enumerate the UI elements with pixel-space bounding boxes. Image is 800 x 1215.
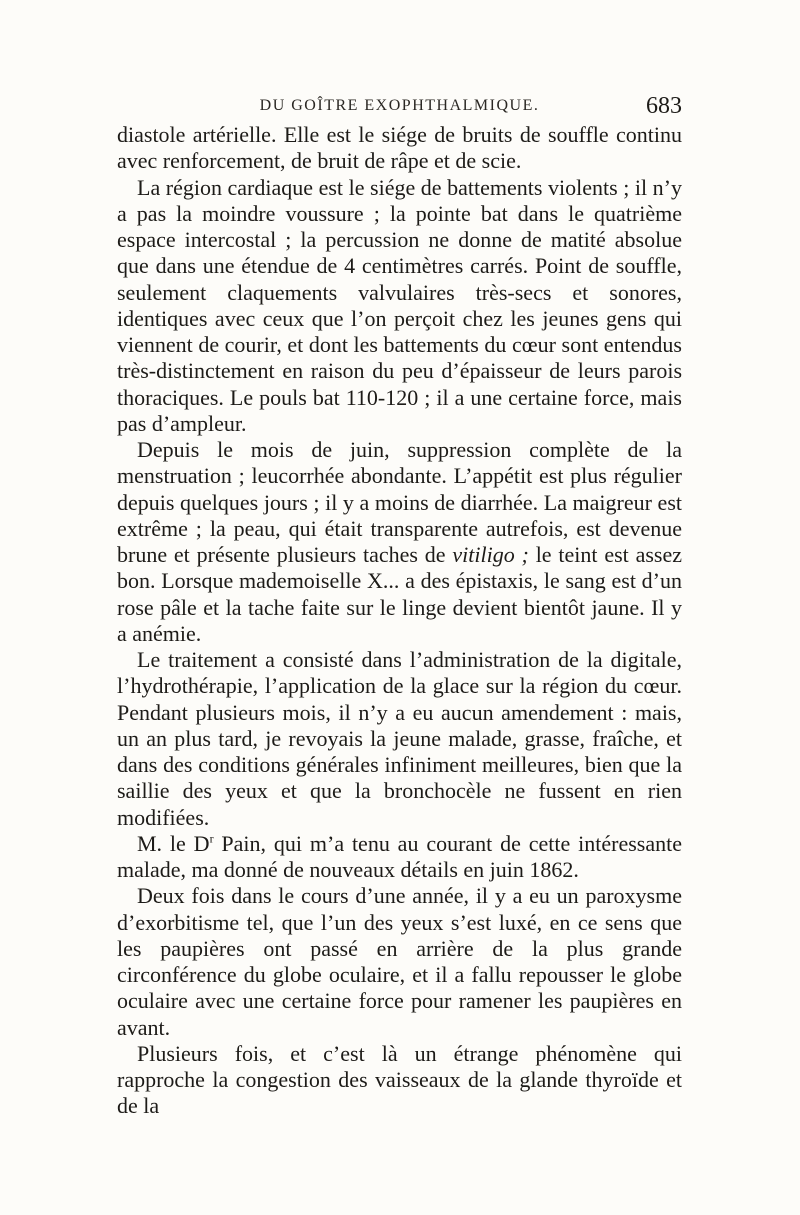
paragraph-4: Le traitement a consisté dans l’administration de la digitale, l’hydrothérapie, l’application de la glace sur la région du cœur. Pendant plusieurs mois, il n’y a eu aucun amendement : mais, un an plus tard, je revoyais la jeune malade, grasse, fraîche, et dans des conditions générales infiniment meilleures, bien que la saillie des yeux et que la bronchocèle ne fussent en rien modifiées. — [117, 647, 682, 830]
paragraph-5-superscript: r — [209, 831, 214, 846]
paragraph-6: Deux fois dans le cours d’une année, il y a eu un paroxysme d’exorbitisme tel, que l’un des yeux s’est luxé, en ce sens que les paupières ont passé en arrière de la plus grande circonférence du globe oculaire, et il a fallu repousser le globe oculaire avec une certaine force pour ramener les paupières en avant. — [117, 883, 682, 1040]
paragraph-3-italic: vitiligo ; — [452, 542, 529, 567]
paragraph-5-text: M. le D — [137, 830, 210, 856]
paragraph-5-text-end: Pain, qui m’a tenu au courant de cette intéressante malade, ma donné de nouveaux détails en juin 1862. — [117, 830, 683, 882]
body-text — [117, 122, 682, 1120]
paragraph-3-text-end: le teint est assez bon. Lorsque mademoiselle X... a des épistaxis, le sang est d’un rose pâle et la tache faite sur le linge devient bientôt jaune. Il y a anémie. — [117, 542, 683, 646]
paragraph-1: diastole artérielle. Elle est le siége de bruits de souffle continu avec renforcement, de bruit de râpe et de scie. — [117, 122, 682, 174]
paragraph-3-text: Depuis le mois de juin, suppression complète de la menstruation ; leucorrhée abondante. L’appétit est plus régulier depuis quelques jours ; il y a moins de diarrhée. La maigreur est extrême ; la peau, qui était transparente autrefois, est devenue brune et présente plusieurs taches de — [117, 437, 682, 567]
paragraph-7: Plusieurs fois, et c’est là un étrange phénomène qui rapproche la congestion des vaisseaux de la glande thyroïde et de la — [117, 1040, 682, 1119]
running-header — [117, 93, 682, 123]
running-title: DU GOÎTRE EXOPHTHALMIQUE. — [259, 97, 540, 114]
paragraph-2: La région cardiaque est le siége de battements violents ; il n’y a pas la moindre voussure ; la pointe bat dans le quatrième espace intercostal ; la percussion ne donne de matité absolue que dans une étendue de 4 centimètres carrés. Point de souffle, seulement claquements valvulaires très-secs et sonores, identiques avec ceux que l’on perçoit chez les jeunes gens qui viennent de courir, et dont les battements du cœur sont entendus très-distinctement en raison du peu d’épaisseur de leurs parois thoraciques. Le pouls bat 110-120 ; il a une certaine force, mais pas d’ampleur. — [117, 174, 682, 436]
paragraph-5 — [117, 831, 682, 884]
page-number: 683 — [646, 93, 682, 119]
paragraph-3 — [117, 437, 682, 647]
